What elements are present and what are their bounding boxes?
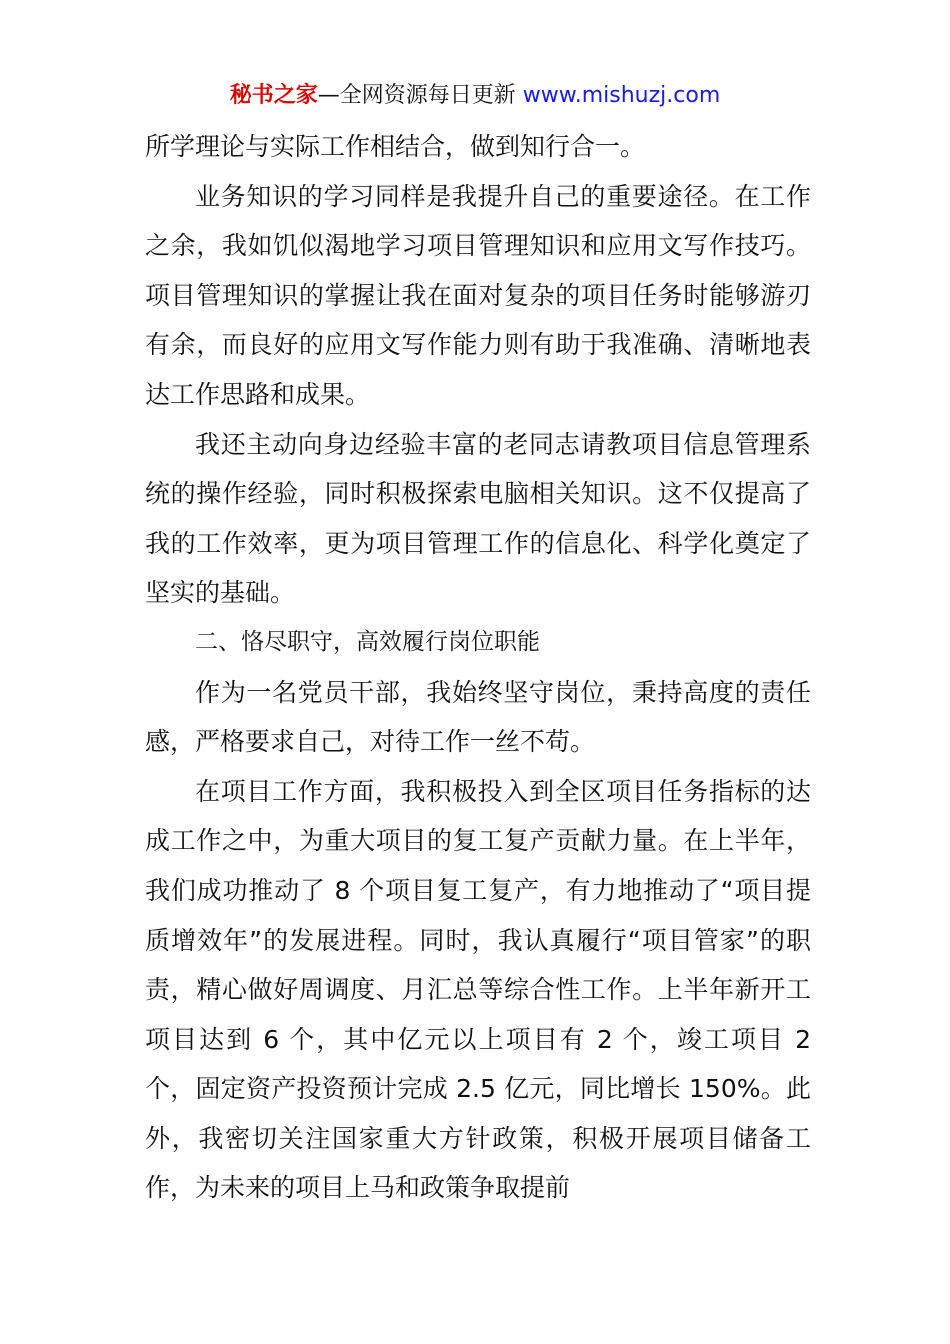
section-heading: 二、恪尽职守，高效履行岗位职能 [195, 628, 540, 655]
paragraph-info-system: 我还主动向身边经验丰富的老同志请教项目信息管理系统的操作经验，同时积极探索电脑相关知识。这不仅提高了我的工作效率，更为项目管理工作的信息化、科学化奠定了坚实的基础。 [145, 429, 811, 608]
brand-name: 秘书之家 [229, 83, 318, 108]
paragraph-party-member: 作为一名党员干部，我始终坚守岗位，秉持高度的责任感，严格要求自己，对待工作一丝不苟。 [145, 677, 811, 757]
document-body [145, 122, 811, 1213]
paragraph-project-work: 在项目工作方面，我积极投入到全区项目任务指标的达成工作之中，为重大项目的复工复产贡献力量。在上半年，我们成功推动了 8 个项目复工复产，有力地推动了“项目提质增效年”的发展进程。同时，我认真履行“项目管家”的职责，精心做好周调度、月汇总等综合性工作。上半年新开工项目达到 6 个，其中亿元以上项目有 2 个，竣工项目 2 个，固定资产投资预计完成 2.5 亿元，同比增长 150%。此外，我密切关注国家重大方针政策，积极开展项目储备工作，为未来的项目上马和政策争取提前 [145, 776, 811, 1203]
paragraph-continuation: 所学理论与实际工作相结合，做到知行合一。 [145, 132, 646, 161]
site-url: www.mishuzj.com [522, 83, 721, 108]
header-tagline: —全网资源每日更新 [317, 83, 523, 108]
paragraph-business-knowledge: 业务知识的学习同样是我提升自己的重要途径。在工作之余，我如饥似渴地学习项目管理知识和应用文写作技巧。项目管理知识的掌握让我在面对复杂的项目任务时能够游刃有余，而良好的应用文写作能力则有助于我准确、清晰地表达工作思路和成果。 [145, 181, 811, 409]
page-header [0, 80, 950, 112]
